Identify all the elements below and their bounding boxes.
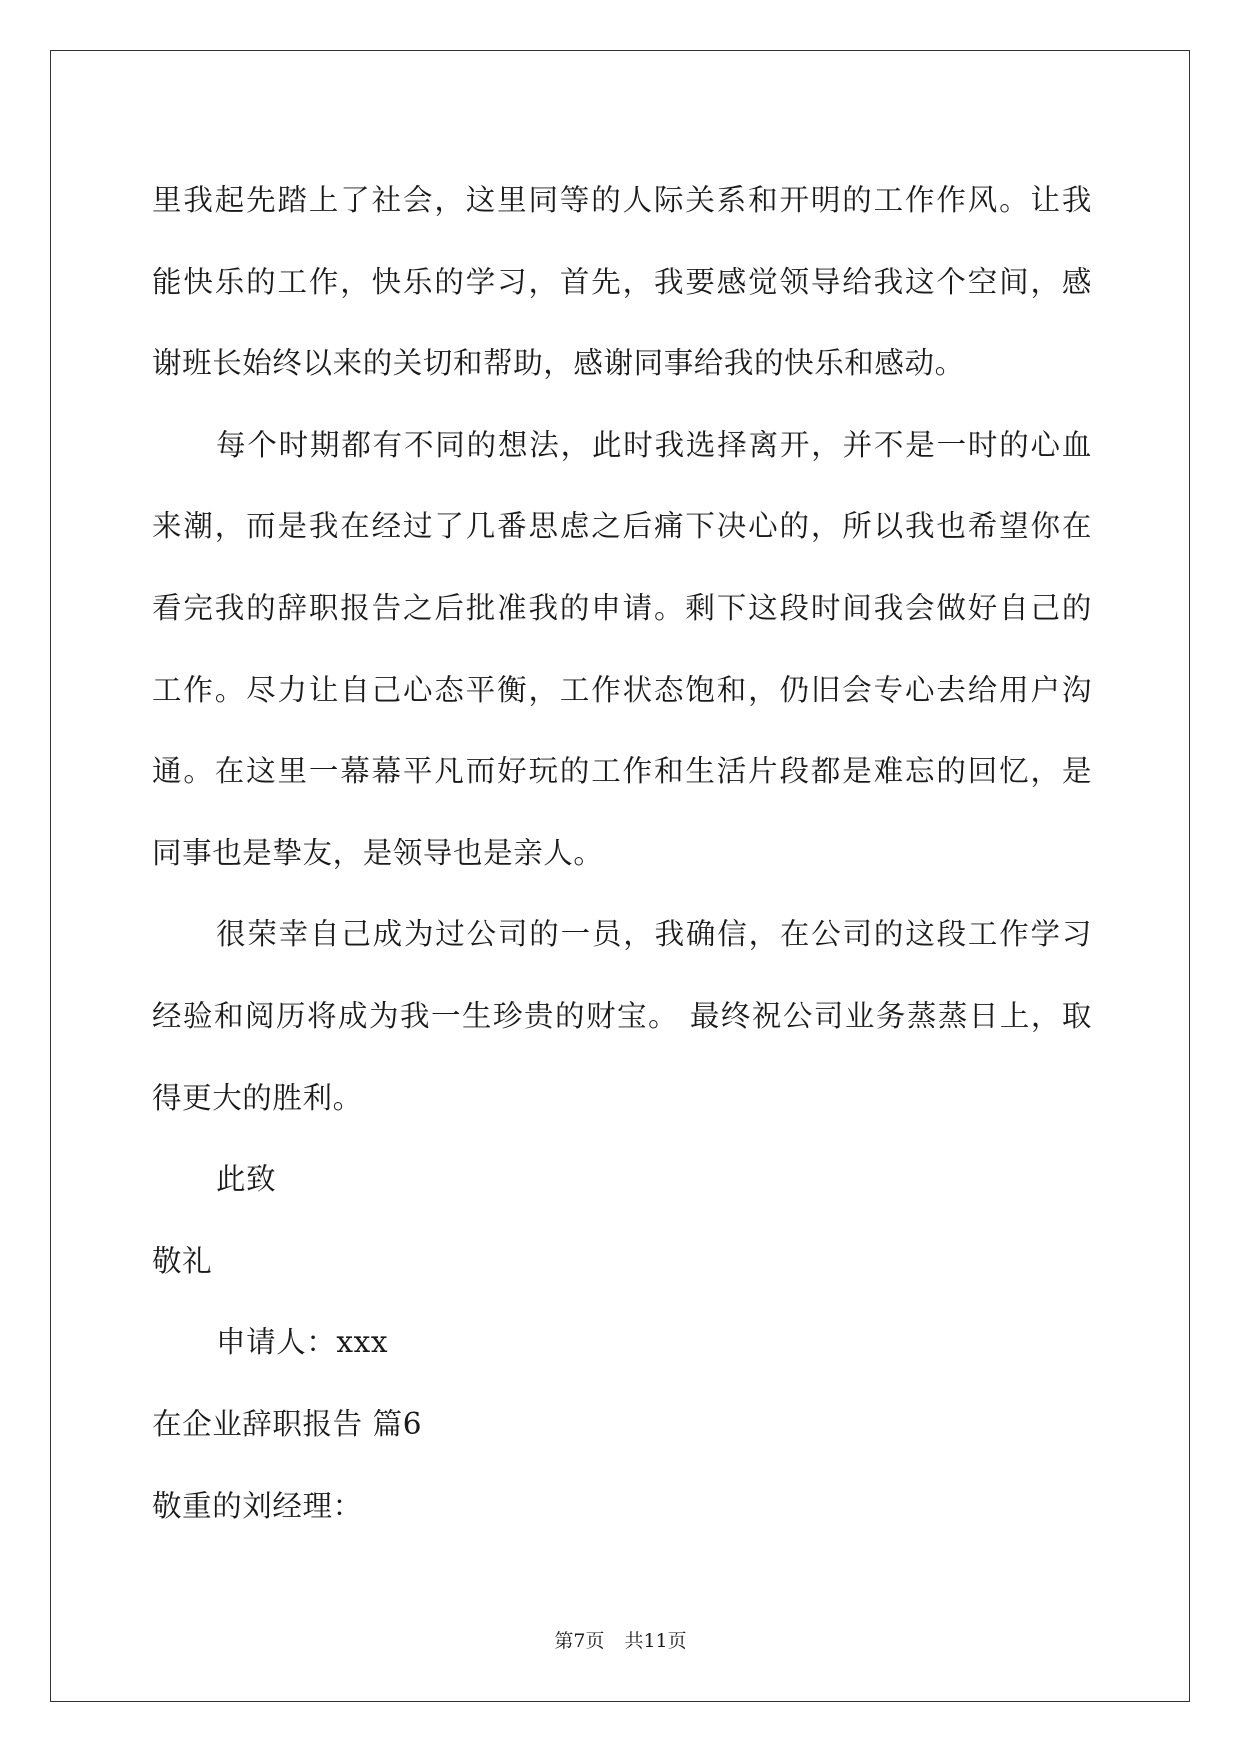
text-line: 来潮，而是我在经过了几番思虑之后痛下决心的，所以我也希望你在: [152, 509, 1092, 544]
text-line: 在企业辞职报告 篇6: [152, 1406, 423, 1441]
text-line: 此致: [216, 1162, 277, 1197]
page-total: 共11页: [624, 1630, 687, 1652]
text-line: 每个时期都有不同的想法，此时我选择离开，并不是一时的心血: [216, 427, 1092, 462]
text-line: 得更大的胜利。: [152, 1080, 363, 1115]
page-number: 第7页: [554, 1630, 605, 1652]
text-line: 申请人：xxx: [216, 1325, 389, 1360]
text-line: 通。在这里一幕幕平凡而好玩的工作和生活片段都是难忘的回忆，是: [152, 754, 1092, 789]
text-line: 看完我的辞职报告之后批准我的申请。剩下这段时间我会做好自己的: [152, 590, 1092, 625]
document-body: [152, 160, 1092, 1547]
text-line: 能快乐的工作，快乐的学习，首先，我要感觉领导给我这个空间，感: [152, 264, 1092, 299]
text-line: 经验和阅历将成为我一生珍贵的财宝。 最终祝公司业务蒸蒸日上，取: [152, 998, 1092, 1033]
text-line: 敬重的刘经理：: [152, 1488, 363, 1523]
page-footer: [0, 1626, 1241, 1653]
text-line: 同事也是挚友，是领导也是亲人。: [152, 835, 604, 870]
text-line: 很荣幸自己成为过公司的一员，我确信，在公司的这段工作学习: [216, 917, 1092, 952]
text-line: 谢班长始终以来的关切和帮助，感谢同事给我的快乐和感动。: [152, 346, 965, 381]
text-line: 工作。尽力让自己心态平衡，工作状态饱和，仍旧会专心去给用户沟: [152, 672, 1092, 707]
text-line: 里我起先踏上了社会，这里同等的人际关系和开明的工作作风。让我: [152, 183, 1092, 217]
text-line: 敬礼: [152, 1243, 213, 1278]
